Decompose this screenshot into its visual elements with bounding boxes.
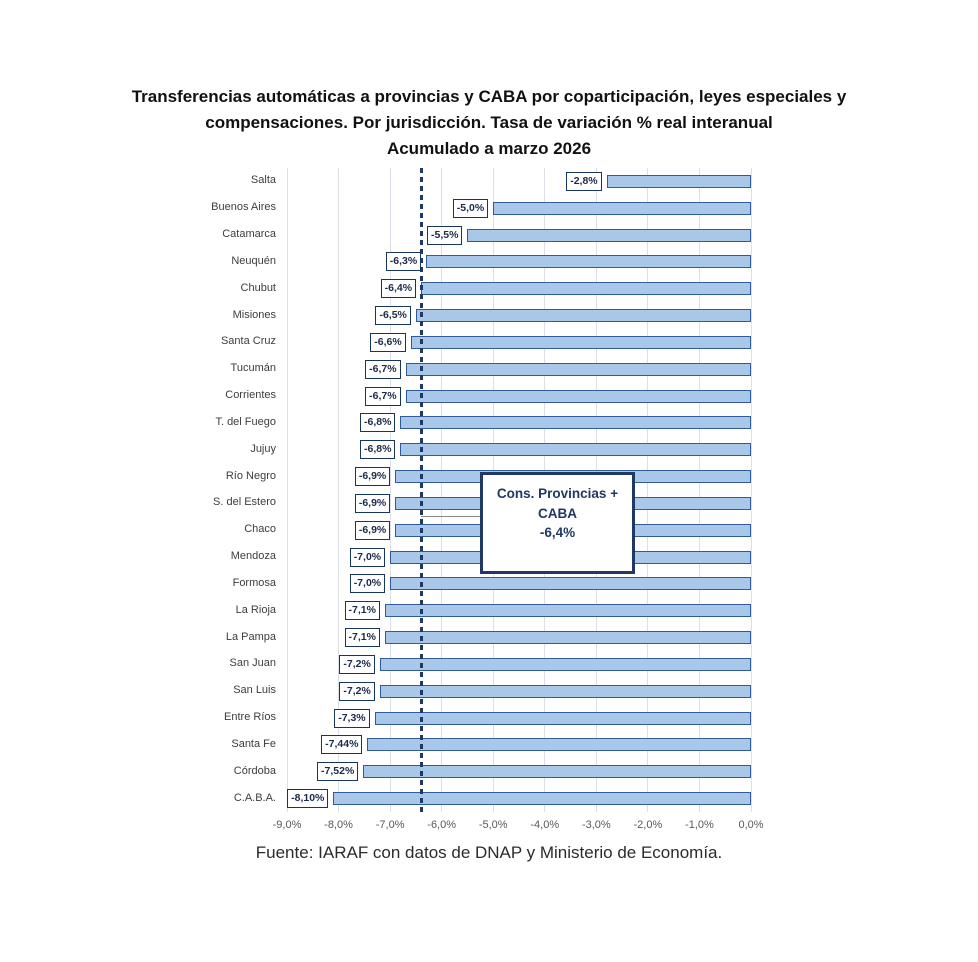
value-label: -6,8% <box>360 440 395 459</box>
bar <box>333 792 751 805</box>
bar <box>411 336 751 349</box>
value-label: -7,2% <box>339 682 374 701</box>
x-axis-tick-label: -9,0% <box>272 819 302 831</box>
category-label: Entre Ríos <box>224 711 276 724</box>
value-label: -6,4% <box>381 279 416 298</box>
bar <box>380 658 751 671</box>
bar <box>385 631 751 644</box>
value-label: -7,0% <box>350 574 385 593</box>
category-label: San Juan <box>229 657 276 670</box>
value-label: -7,1% <box>345 628 380 647</box>
annotation-box <box>480 472 635 574</box>
bar <box>400 416 751 429</box>
category-label: Catamarca <box>222 228 276 241</box>
x-axis-tick-label: -7,0% <box>375 819 405 831</box>
category-label: Santa Fe <box>231 737 276 750</box>
annotation-line-2: CABA <box>538 505 577 521</box>
category-label: Tucumán <box>230 362 276 375</box>
value-label: -7,44% <box>321 735 362 754</box>
value-label: -5,0% <box>453 199 488 218</box>
x-axis-tick-label: -3,0% <box>581 819 611 831</box>
category-label: Mendoza <box>230 550 276 563</box>
value-label: -6,7% <box>365 387 400 406</box>
chart-title-line-3: Acumulado a marzo 2026 <box>386 139 592 158</box>
value-label: -6,9% <box>355 521 390 540</box>
x-axis-tick-label: -8,0% <box>324 819 353 831</box>
bar <box>421 282 751 295</box>
category-label: Formosa <box>232 576 276 589</box>
category-label: Buenos Aires <box>211 201 276 214</box>
value-label: -7,52% <box>317 762 358 781</box>
category-label: Neuquén <box>231 254 276 267</box>
x-axis-tick-label: -2,0% <box>633 819 663 831</box>
value-label: -6,9% <box>355 494 390 513</box>
bar <box>367 738 751 751</box>
x-axis-tick-label: -5,0% <box>478 819 508 831</box>
category-label: Córdoba <box>233 764 276 777</box>
vertical-gridline <box>287 168 288 812</box>
x-axis-tick-label: -6,0% <box>427 819 457 831</box>
bar <box>607 175 751 188</box>
annotation-connector-line <box>421 516 480 517</box>
category-label: La Rioja <box>235 603 276 616</box>
value-label: -6,7% <box>365 360 400 379</box>
chart-title-line-1: Transferencias automáticas a provincias y CABA por coparticipación, leyes especiales y <box>131 87 847 106</box>
value-label: -7,0% <box>350 548 385 567</box>
category-label: T. del Fuego <box>215 415 276 428</box>
bar <box>426 255 751 268</box>
bar <box>467 229 751 242</box>
annotation-value: -6,4% <box>539 525 576 540</box>
category-label: Chubut <box>240 281 276 294</box>
bar <box>390 577 751 590</box>
value-label: -2,8% <box>566 172 601 191</box>
value-label: -6,6% <box>370 333 405 352</box>
source-caption: Fuente: IARAF con datos de DNAP y Ministerio de Economía. <box>255 843 723 862</box>
x-axis-tick-label: -4,0% <box>530 819 560 831</box>
bar <box>406 390 751 403</box>
value-label: -6,9% <box>355 467 390 486</box>
value-label: -7,3% <box>334 709 369 728</box>
x-axis-tick-label: -1,0% <box>685 819 714 831</box>
value-label: -6,5% <box>375 306 410 325</box>
category-label: C.A.B.A. <box>233 791 276 804</box>
bar <box>493 202 751 215</box>
bar <box>406 363 751 376</box>
category-label: Corrientes <box>225 389 276 402</box>
category-label: Jujuy <box>250 442 276 455</box>
value-label: -6,8% <box>360 413 395 432</box>
category-label: San Luis <box>233 684 276 697</box>
category-label: Salta <box>250 174 276 187</box>
category-label: S. del Estero <box>213 496 276 509</box>
value-label: -6,3% <box>386 252 421 271</box>
category-label: Chaco <box>244 523 276 536</box>
category-label: Santa Cruz <box>220 335 276 348</box>
category-label: Misiones <box>232 308 276 321</box>
value-label: -8,10% <box>287 789 328 808</box>
bar <box>380 685 751 698</box>
x-axis-tick-label: 0,0% <box>738 819 764 831</box>
category-label: La Pampa <box>225 630 276 643</box>
bar <box>385 604 751 617</box>
chart-title-line-2: compensaciones. Por jurisdicción. Tasa de variación % real interanual <box>205 113 773 132</box>
value-label: -7,2% <box>339 655 374 674</box>
bar <box>400 443 751 456</box>
value-label: -5,5% <box>427 226 462 245</box>
bar <box>375 712 751 725</box>
value-label: -7,1% <box>345 601 380 620</box>
bar <box>416 309 751 322</box>
category-label: Río Negro <box>225 469 276 482</box>
annotation-line-1: Cons. Provincias + <box>496 486 619 501</box>
